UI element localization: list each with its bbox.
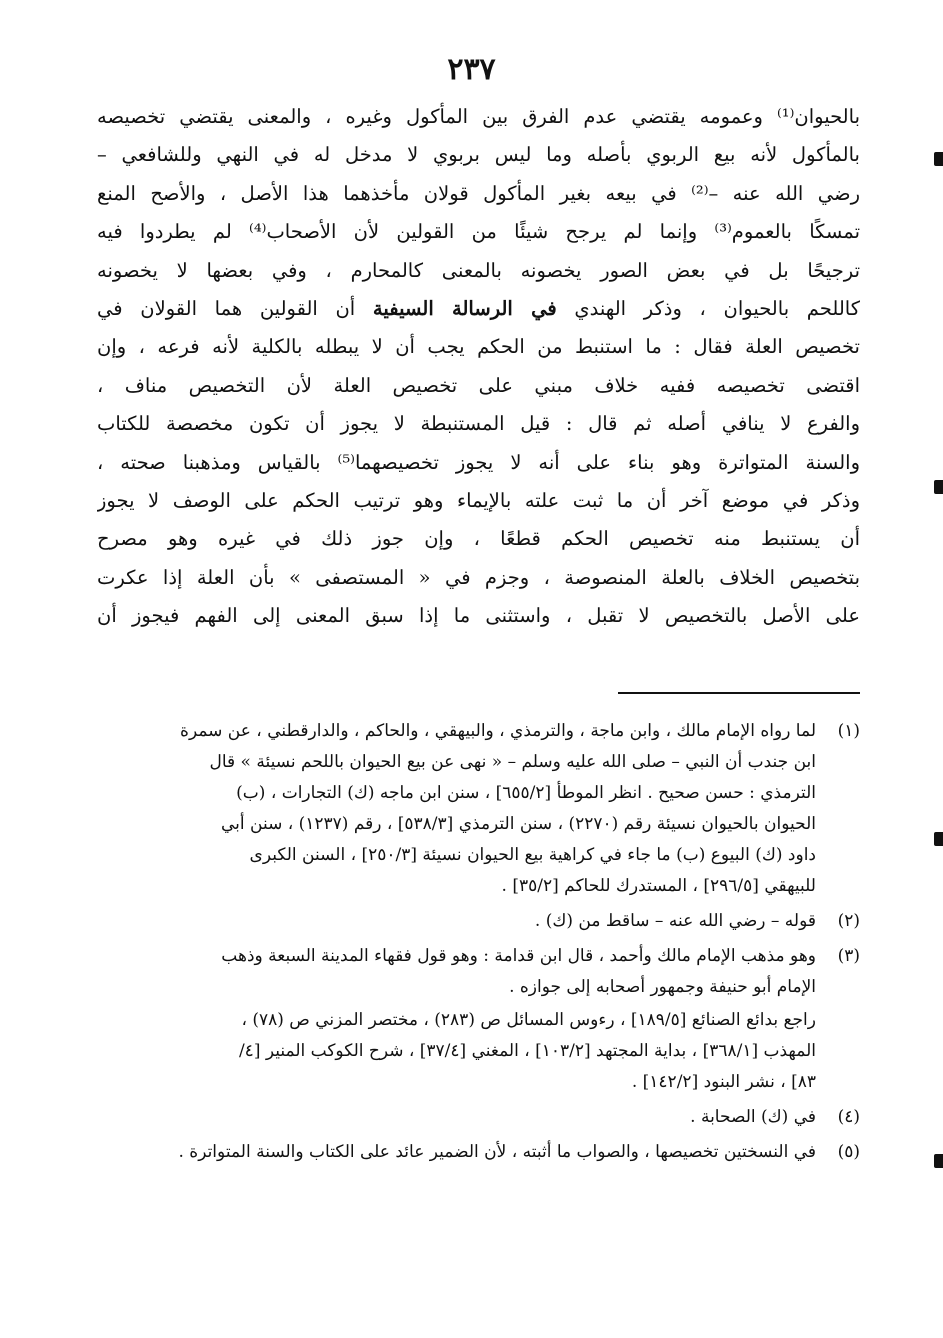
main-line-14: على الأصل بالتخصيص لا تقبل ، واستثنى ما إذا سبق المعنى إلى الفهم فيجوز أن <box>97 604 860 628</box>
footnote-reference-line: المهذب [٣٦٨/١] ، بداية المجتهد [١٠٣/٢] ، المغني [٣٧/٤] ، شرح الكوكب المنير [٤/ <box>238 1041 816 1061</box>
footnote-number: (٥) <box>837 1142 860 1162</box>
footnote-line: داود (ك) البيوع (ب) ما جاء في كراهية بيع الحيوان نسيئة [٢٥٠/٣] ، السنن الكبرى <box>249 845 816 865</box>
footnote-number: (٣) <box>837 946 860 966</box>
main-line-13: بتخصيص الخلاف بالعلة المنصوصة ، وجزم في « المستصفى » بأن العلة إذا عكرت <box>97 565 860 589</box>
main-line-12: أن يستنبط منه تخصيص الحكم قطعًا ، وإن جوز ذلك في غيره وهو مصرح <box>97 527 860 551</box>
scan-margin-mark <box>934 152 943 166</box>
main-line-8: اقتضى تخصيصه ففيه خلاف مبني على تخصيص العلة لأن التخصيص مناف ، <box>97 373 860 397</box>
main-line-9: والفرع لا ينافي أصله ثم قال : قيل المستنبطة لا يجوز أن تكون مخصصة للكتاب <box>97 412 860 436</box>
footnote-separator <box>618 692 860 694</box>
footnote-line: للبيهقي [٢٩٦/٥] ، المستدرك للحاكم [٣٥/٢] . <box>501 876 816 896</box>
main-line-1: بالحيوان⁽¹⁾ وعمومه يقتضي عدم الفرق بين المأكول وغيره ، والمعنى يقتضي تخصيصه <box>97 105 860 128</box>
footnote-line: الحيوان بالحيوان نسيئة رقم (٢٢٧٠) ، سنن الترمذي [٥٣٨/٣] ، رقم (١٢٣٧) ، سنن أبي <box>220 814 816 834</box>
footnote-3 <box>97 941 860 1098</box>
main-line-4: تمسكًا بالعموم⁽³⁾ وإنما لم يرجح شيئًا من القولين لأن الأصحاب⁽⁴⁾ لم يطردوا فيه <box>97 220 860 244</box>
footnote-line: لما رواه الإمام مالك ، وابن ماجة ، والترمذي ، والبيهقي ، والحاكم ، والدارقطني ، عن سمرة <box>180 721 816 741</box>
footnote-4 <box>97 1102 860 1133</box>
footnote-number: (٤) <box>837 1107 860 1127</box>
scan-margin-mark <box>934 480 943 494</box>
footnote-line: قوله – رضي الله عنه – ساقط من (ك) . <box>534 911 816 931</box>
main-line-7: تخصيص العلة فقال : ما استنبط من الحكم يجب أن لا يبطله بالكلية لأنه فرعه ، وإن <box>97 335 860 359</box>
footnote-reference-line: راجع بدائع الصنائع [١٨٩/٥] ، رءوس المسائل ص (٢٨٣) ، مختصر المزني ص (٧٨) ، <box>241 1010 816 1030</box>
main-line-10: والسنة المتواترة وهو بناء على أنه لا يجوز تخصيصهما⁽⁵⁾ بالقياس ومذهبنا صحته ، <box>97 450 860 474</box>
footnote-references <box>97 1005 816 1098</box>
main-line-6 <box>97 290 860 328</box>
footnote-line: في النسختين تخصيصها ، والصواب ما أثبته ، لأن الضمير عائد على الكتاب والسنة المتواترة . <box>178 1142 816 1162</box>
footnote-line: الإمام أبو حنيفة وجمهور أصحابه إلى جوازه . <box>509 977 816 997</box>
footnote-line: ابن جندب أن النبي – صلى الله عليه وسلم – « نهى عن بيع الحيوان باللحم نسيئة » قال <box>209 752 816 772</box>
footnote-line: الترمذي : حسن صحيح . انظر الموطأ [٦٥٥/٢] ، سنن ابن ماجه (ك) التجارات ، (ب) <box>236 783 816 803</box>
main-line-6-bold-title: في الرسالة السيفية <box>372 296 557 320</box>
footnote-line: وهو مذهب الإمام مالك وأحمد ، قال ابن قدامة : وهو قول فقهاء المدينة السبعة وذهب <box>221 946 816 966</box>
footnote-2 <box>97 906 860 937</box>
scan-margin-mark <box>934 1154 943 1168</box>
footnote-number: (٢) <box>837 911 860 931</box>
footnotes <box>97 716 860 1172</box>
main-line-5: ترجيحًا بل في بعض الصور يخصونه بالمعنى كالمحارم ، وفي بعضها لا يخصونه <box>97 258 860 282</box>
footnote-5 <box>97 1137 860 1168</box>
main-line-3: رضي الله عنه –⁽²⁾ في بيعه بغير المأكول قولان مأخذهما هذا الأصل ، والأصح المنع <box>97 181 860 205</box>
page-number: ٢٣٧ <box>447 52 496 87</box>
footnote-1 <box>97 716 860 902</box>
main-line-6-part-1: كاللحم بالحيوان ، وذكر الهندي <box>556 296 860 320</box>
footnote-number: (١) <box>837 721 860 741</box>
footnote-line: في (ك) الصحابة . <box>690 1107 816 1127</box>
main-line-2: بالمأكول لأنه بيع الربوي بأصله وما ليس بربوي لا مدخل له في النهي وللشافعي – <box>97 143 860 167</box>
main-text-body <box>97 98 860 635</box>
scan-margin-mark <box>934 832 943 846</box>
footnote-reference-line: ٨٣] ، نشر البنود [١٤٢/٢] . <box>631 1072 816 1092</box>
main-line-11: وذكر في موضع آخر أن ما ثبت علته بالإيماء وهو ترتيب الحكم على الوصف لا يجوز <box>97 488 860 512</box>
main-line-6-part-2: أن القولين هما القولان في <box>97 296 373 320</box>
